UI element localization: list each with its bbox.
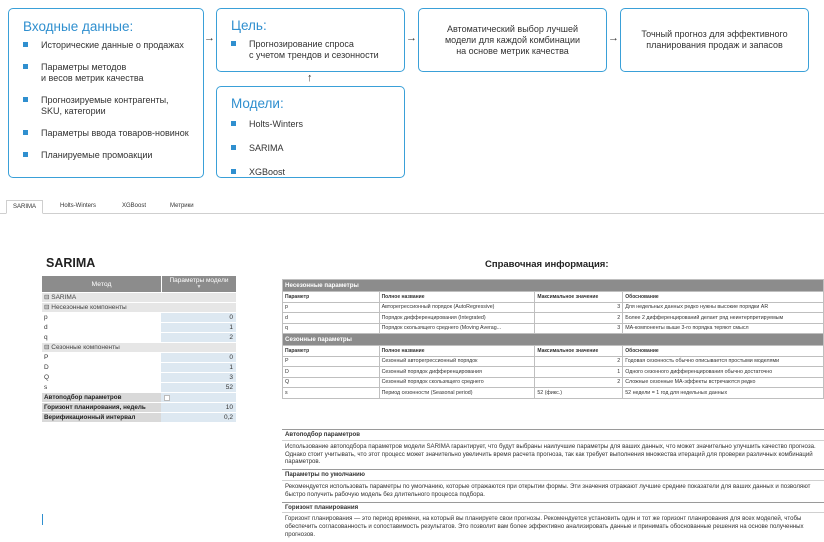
table-cell: Авторегрессионный порядок (AutoRegressive)	[379, 302, 535, 313]
table-cell: 52 (фикс.)	[535, 388, 623, 399]
table-cell: Годовая сезонность обычно описывается простыми моделями	[623, 356, 824, 367]
param-value[interactable]	[161, 343, 236, 352]
param-row	[42, 413, 236, 423]
params-table	[42, 276, 236, 423]
table-cell: Более 2 дифференцирований делает ряд неинтерпретируемым	[623, 313, 824, 324]
input-item: Параметры методов и весов метрик качества	[23, 62, 203, 84]
arrow-right-icon: →	[406, 32, 417, 44]
filter-icon[interactable]: ▼	[196, 284, 202, 290]
table-cell: 3	[535, 302, 623, 313]
model-item: Holts-Winters	[231, 119, 404, 130]
arrow-right-icon: →	[204, 32, 215, 44]
param-row	[42, 333, 236, 343]
tab-sarima[interactable]: SARIMA	[6, 200, 43, 214]
col-params[interactable]	[161, 276, 236, 292]
input-item: Прогнозируемые контрагенты, SKU, категории	[23, 95, 203, 117]
model-item: SARIMA	[231, 143, 404, 154]
header-cell: Максимальное значение	[535, 292, 623, 303]
models-title: Модели:	[231, 96, 284, 111]
param-row	[42, 383, 236, 393]
table-cell: p	[283, 302, 380, 313]
param-label: s	[42, 383, 161, 392]
table-cell: Сезонный авторегрессионный порядок	[379, 356, 535, 367]
param-label: Горизонт планирования, недель	[42, 403, 161, 412]
model-item: XGBoost	[231, 167, 404, 178]
models-box	[216, 86, 405, 178]
table-cell: Одного сезонного дифференцирования обычно достаточно	[623, 367, 824, 378]
param-value[interactable]: 1	[161, 363, 236, 372]
goal-box	[216, 8, 405, 72]
param-row	[42, 393, 236, 403]
param-row	[42, 363, 236, 373]
reference-table	[282, 279, 824, 399]
table-cell: Q	[283, 377, 380, 388]
input-item: Планируемые промоакции	[23, 150, 203, 161]
inputs-box	[8, 8, 204, 178]
text-cursor	[42, 514, 43, 525]
param-row	[42, 323, 236, 333]
param-row	[42, 403, 236, 413]
table-row	[283, 323, 824, 334]
table-cell: MA-компоненты выше 3-го порядка теряют смысл	[623, 323, 824, 334]
tab-metrics[interactable]: Метрики	[170, 203, 194, 209]
param-label: ⊟ Сезонные компоненты	[42, 343, 161, 352]
table-cell: 52 недели = 1 год для недельных данных	[623, 388, 824, 399]
col-method: Метод	[91, 281, 112, 288]
header-cell: Обоснование	[623, 292, 824, 303]
param-value[interactable]: 1	[161, 323, 236, 332]
goal-item: Прогнозирование спроса с учетом трендов и сезонности	[231, 39, 404, 61]
param-label: Автоподбор параметров	[42, 393, 161, 402]
param-label: Верификационный интервал	[42, 413, 161, 422]
auto-params-checkbox[interactable]	[164, 395, 170, 401]
table-cell: q	[283, 323, 380, 334]
note-title: Параметры по умолчанию	[282, 469, 824, 480]
input-item: Параметры ввода товаров-новинок	[23, 128, 203, 139]
param-label: D	[42, 363, 161, 372]
table-row	[283, 377, 824, 388]
param-row	[42, 293, 236, 303]
param-label: P	[42, 353, 161, 362]
param-value[interactable]: 10	[161, 403, 236, 412]
header-cell: Обоснование	[623, 346, 824, 357]
table-row	[283, 367, 824, 378]
param-label: q	[42, 333, 161, 342]
param-label: ⊟ SARIMA	[42, 293, 161, 302]
param-value[interactable]: 3	[161, 373, 236, 382]
note-title: Горизонт планирования	[282, 502, 824, 513]
note-body: Рекомендуется использовать параметры по умолчанию, которые отражаются при открытии формы. Эти значения отражают лучшие средние показатели для ваших данных и позволяют быстро получить рабочую модель без длительного процесса подбора.	[282, 480, 824, 502]
param-label: d	[42, 323, 161, 332]
section-title: Сезонные параметры	[283, 334, 824, 346]
table-row	[283, 356, 824, 367]
table-cell: Порядок скользящего среднего (Moving Averag...	[379, 323, 535, 334]
arrow-up-icon: ↑	[307, 72, 313, 84]
note-body: Горизонт планирования — это период времени, на который вы планируете свои прогнозы. Рекомендуется установить один и тот же горизонт планирования для всех моделей, чтобы обеспечить согласованность и сопоставимость результатов. Это позволит вам более эффективно анализировать данные и принимать обоснованные решения на основе полученных прогнозов.	[282, 512, 824, 541]
param-value[interactable]: 52	[161, 383, 236, 392]
param-row	[42, 373, 236, 383]
table-row	[283, 313, 824, 324]
tab-xgboost[interactable]: XGBoost	[122, 203, 147, 209]
table-cell: Для недельных данных редко нужны высокие порядки AR	[623, 302, 824, 313]
table-cell: 2	[535, 377, 623, 388]
col-params-label: Параметры модели	[169, 277, 229, 284]
param-label: ⊟ Несезонные компоненты	[42, 303, 161, 312]
inputs-title: Входные данные:	[23, 19, 134, 34]
param-label: p	[42, 313, 161, 322]
header-cell: Максимальное значение	[535, 346, 623, 357]
param-value[interactable]	[161, 293, 236, 302]
param-value[interactable]: 2	[161, 333, 236, 342]
table-cell: 2	[535, 313, 623, 324]
header-cell: Параметр	[283, 292, 380, 303]
section-title: Несезонные параметры	[283, 280, 824, 292]
param-row	[42, 353, 236, 363]
param-value[interactable]: 0,2	[161, 413, 236, 422]
table-cell: D	[283, 367, 380, 378]
note-title: Автоподбор параметров	[282, 429, 824, 440]
param-rows	[42, 293, 236, 423]
table-cell: Порядок дифференцирования (Integrated)	[379, 313, 535, 324]
arrow-right-icon: →	[608, 32, 619, 44]
models-list	[231, 119, 404, 178]
table-cell: Период сезонности (Seasonal period)	[379, 388, 535, 399]
header-cell: Полное название	[379, 346, 535, 357]
param-value[interactable]	[161, 303, 236, 312]
table-cell: 1	[535, 367, 623, 378]
table-cell: 2	[535, 356, 623, 367]
auto-select-box	[418, 8, 607, 72]
tab-holts-winters[interactable]: Holts-Winters	[60, 203, 97, 209]
result-text: Точный прогноз для эффективного планирования продаж и запасов	[641, 29, 788, 50]
notes-panel	[282, 429, 824, 542]
header-cell: Параметр	[283, 346, 380, 357]
reference-title: Справочная информация:	[485, 259, 609, 270]
table-row	[283, 388, 824, 399]
auto-select-text: Автоматический выбор лучшей модели для каждой комбинации на основе метрик качества	[444, 23, 581, 56]
param-value[interactable]: 0	[161, 353, 236, 362]
goal-title: Цель:	[231, 18, 267, 33]
param-row	[42, 313, 236, 323]
table-cell: Сезонный порядок скользящего среднего	[379, 377, 535, 388]
param-value[interactable]	[161, 393, 236, 402]
param-row	[42, 303, 236, 313]
table-cell: Сезонный порядок дифференцирования	[379, 367, 535, 378]
table-row	[283, 302, 824, 313]
param-row	[42, 343, 236, 353]
param-label: Q	[42, 373, 161, 382]
input-item: Исторические данные о продажах	[23, 40, 203, 51]
note-body: Использование автоподбора параметров модели SARIMA гарантирует, что будут выбраны наилучшие параметры для ваших данных, что может значительно улучшить качество прогноза. Однако стоит учитывать, что этот процесс может значительно увеличить время расчета прогноза, так как требует выполнения множества итераций для проверки различных комбинаций параметров.	[282, 440, 824, 469]
header-cell: Полное название	[379, 292, 535, 303]
param-value[interactable]: 0	[161, 313, 236, 322]
table-cell: s	[283, 388, 380, 399]
inputs-list	[23, 40, 203, 161]
table-cell: P	[283, 356, 380, 367]
tab-bar	[0, 200, 824, 214]
table-cell: d	[283, 313, 380, 324]
result-box	[620, 8, 809, 72]
table-cell: 3	[535, 323, 623, 334]
table-cell: Сложные сезонные MA-эффекты встречаются редко	[623, 377, 824, 388]
page-title: SARIMA	[46, 256, 96, 270]
